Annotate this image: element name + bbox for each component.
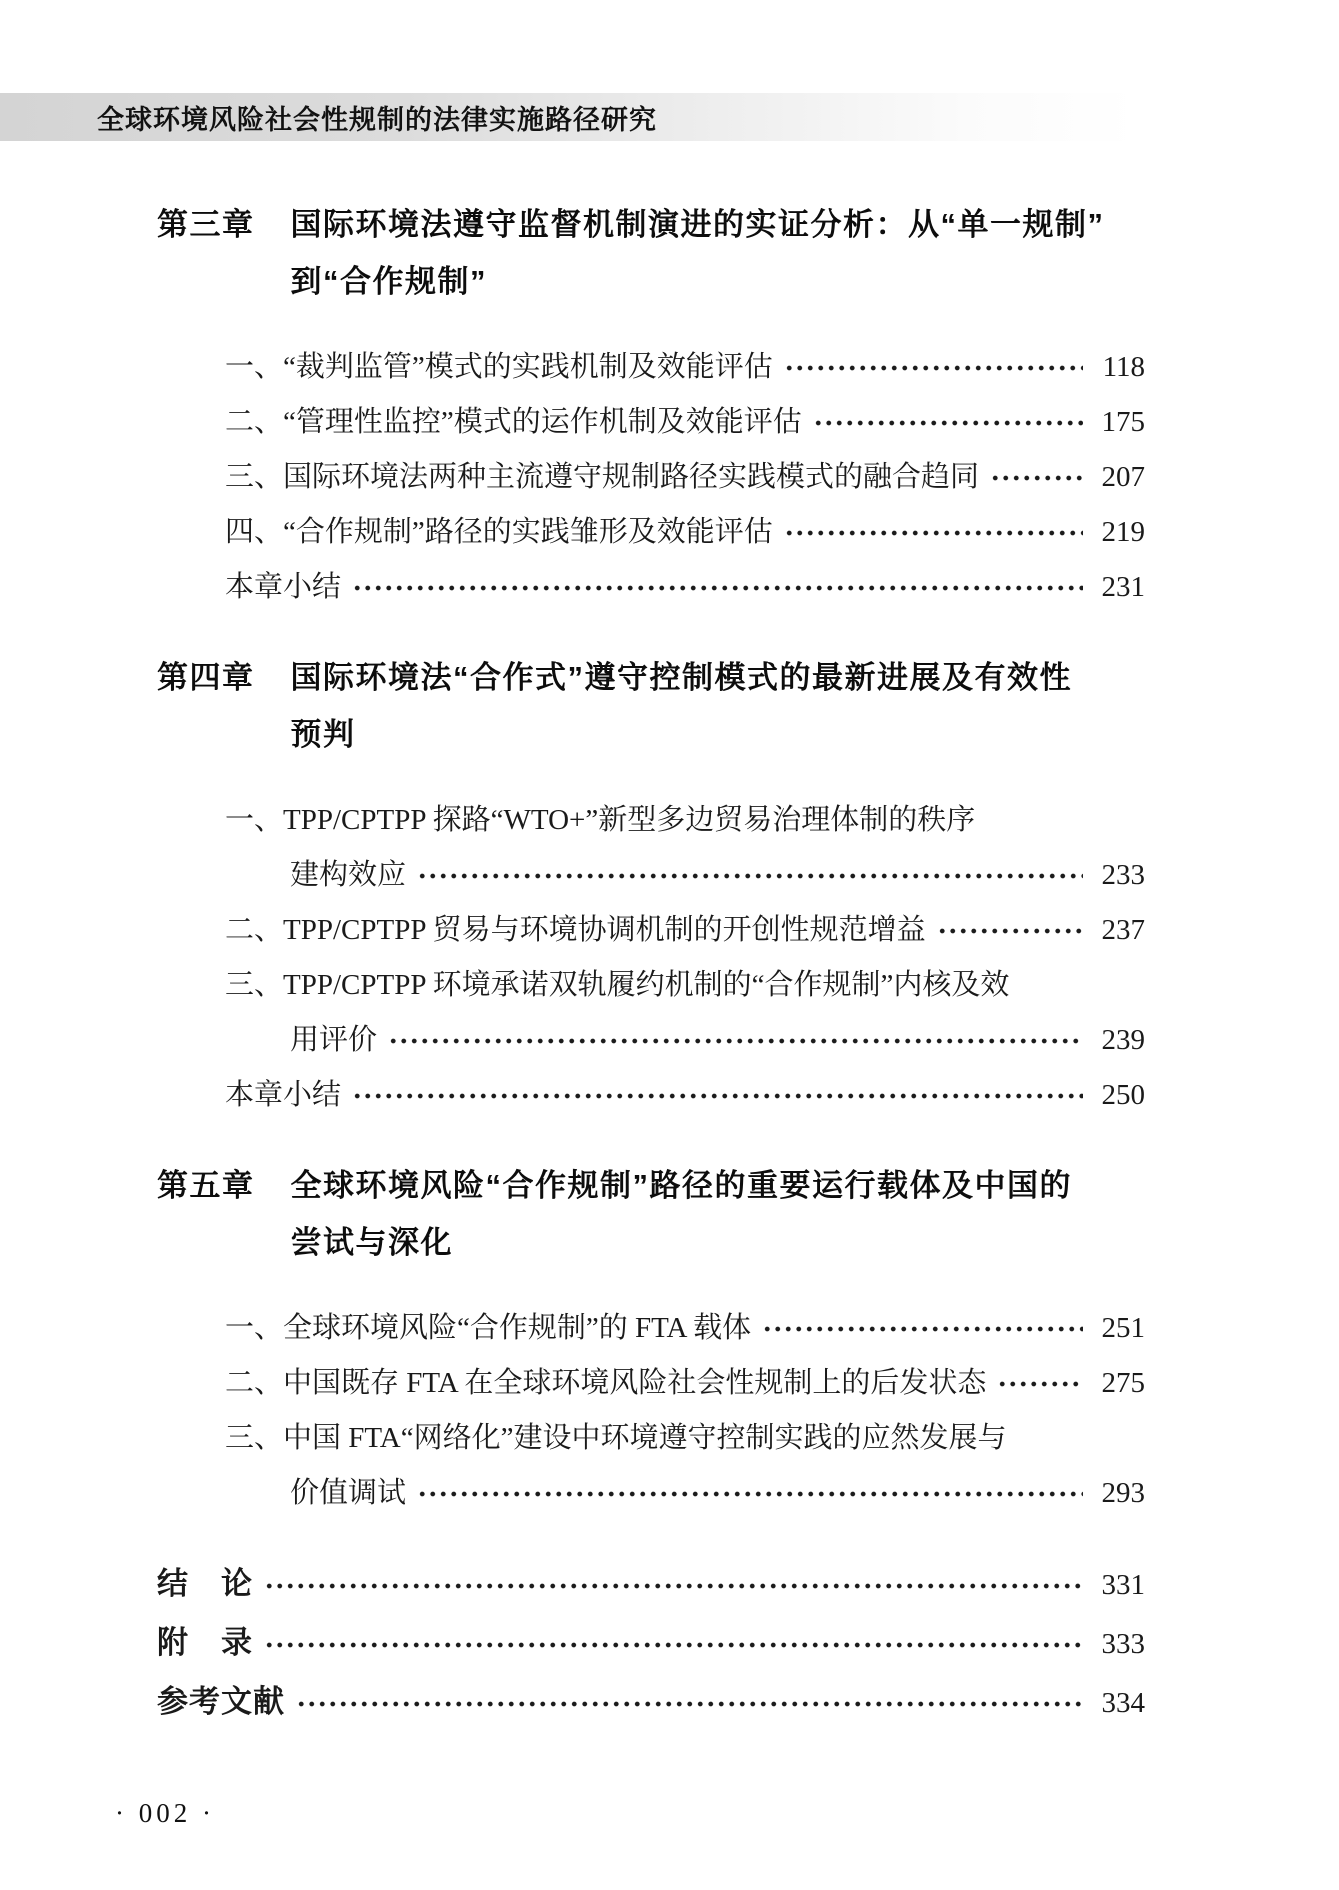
page-number: 334 xyxy=(1101,1687,1145,1719)
page-number: 275 xyxy=(1101,1367,1145,1399)
toc-entry xyxy=(225,395,1145,450)
toc-entry xyxy=(225,560,1145,615)
folio-page-number: · 002 · xyxy=(115,1798,215,1828)
dot-leader xyxy=(350,580,1083,596)
chapter-title-line: 尝试与深化 xyxy=(290,1225,453,1260)
dot-leader xyxy=(350,1088,1083,1104)
dot-leader xyxy=(935,923,1083,939)
toc-entry xyxy=(225,958,1145,1068)
toc-entry-text: 建构效应 xyxy=(290,859,407,891)
dot-leader xyxy=(262,1578,1083,1594)
chapter-title-line: 到“合作规制” xyxy=(290,264,487,299)
toc-entry xyxy=(225,1356,1145,1411)
chapter-title xyxy=(291,1157,1146,1271)
toc-entry-text: 一、TPP/CPTPP 探路“WTO+”新型多边贸易治理体制的秩序 xyxy=(225,804,976,836)
page-number: 175 xyxy=(1101,406,1145,438)
backmatter-title: 附 录 xyxy=(157,1625,253,1660)
toc-chapter-4 xyxy=(157,649,1145,1123)
dot-leader xyxy=(415,868,1083,884)
toc-entry-text: 一、“裁判监管”模式的实践机制及效能评估 xyxy=(225,351,773,383)
toc-entry xyxy=(225,903,1145,958)
dot-leader xyxy=(988,470,1083,486)
page-number: 333 xyxy=(1101,1628,1145,1660)
toc-chapter-3 xyxy=(157,196,1145,615)
toc-entry-text: 二、TPP/CPTPP 贸易与环境协调机制的开创性规范增益 xyxy=(225,914,926,946)
toc-backmatter-appendix xyxy=(157,1614,1145,1673)
chapter-heading xyxy=(157,196,1145,310)
dot-leader xyxy=(386,1033,1083,1049)
chapter-title-line: 国际环境法“合作式”遵守控制模式的最新进展及有效性 xyxy=(290,660,1072,695)
toc-backmatter-references xyxy=(157,1673,1145,1732)
dot-leader xyxy=(415,1486,1083,1502)
chapter-title-line: 全球环境风险“合作规制”路径的重要运行载体及中国的 xyxy=(290,1168,1072,1203)
chapter-entries xyxy=(225,793,1145,1123)
chapter-label: 第五章 xyxy=(157,1168,255,1203)
chapter-title-line: 国际环境法遵守监督机制演进的实证分析：从“单一规制” xyxy=(290,207,1105,242)
running-header-title: 全球环境风险社会性规制的法律实施路径研究 xyxy=(97,104,657,135)
chapter-heading xyxy=(157,649,1145,763)
dot-leader xyxy=(760,1321,1083,1337)
toc-entry-text: 四、“合作规制”路径的实践雏形及效能评估 xyxy=(225,516,773,548)
toc-entry-text: 价值调试 xyxy=(290,1477,407,1509)
chapter-title xyxy=(291,649,1146,763)
dot-leader xyxy=(782,525,1083,541)
dot-leader xyxy=(782,360,1083,376)
table-of-contents xyxy=(157,196,1145,1732)
toc-entry xyxy=(225,450,1145,505)
toc-entry xyxy=(225,1301,1145,1356)
toc-entry-text: 用评价 xyxy=(290,1024,378,1056)
chapter-heading xyxy=(157,1157,1145,1271)
dot-leader xyxy=(995,1376,1083,1392)
page-number: 239 xyxy=(1101,1024,1145,1056)
toc-back-matter xyxy=(157,1555,1145,1732)
chapter-label: 第三章 xyxy=(157,207,255,242)
toc-entry-text: 三、TPP/CPTPP 环境承诺双轨履约机制的“合作规制”内核及效 xyxy=(225,969,1010,1001)
page-number: 231 xyxy=(1101,571,1145,603)
toc-entry xyxy=(225,505,1145,560)
toc-entry-text: 二、中国既存 FTA 在全球环境风险社会性规制上的后发状态 xyxy=(225,1367,987,1399)
dot-leader xyxy=(262,1637,1083,1653)
backmatter-title: 结 论 xyxy=(157,1566,253,1601)
chapter-title xyxy=(291,196,1146,310)
page-number: 233 xyxy=(1101,859,1145,891)
toc-entry-text: 三、中国 FTA“网络化”建设中环境遵守控制实践的应然发展与 xyxy=(225,1422,1007,1454)
toc-entry xyxy=(225,340,1145,395)
toc-entry-text: 本章小结 xyxy=(225,1079,342,1111)
toc-entry-text: 二、“管理性监控”模式的运作机制及效能评估 xyxy=(225,406,802,438)
page-number: 331 xyxy=(1101,1569,1145,1601)
toc-entry-text: 本章小结 xyxy=(225,571,342,603)
toc-entry xyxy=(225,1068,1145,1123)
page-number: 219 xyxy=(1101,516,1145,548)
chapter-entries xyxy=(225,1301,1145,1521)
running-header-bar xyxy=(0,93,1339,141)
dot-leader xyxy=(811,415,1083,431)
chapter-label: 第四章 xyxy=(157,660,255,695)
toc-entry xyxy=(225,793,1145,903)
chapter-entries xyxy=(225,340,1145,615)
toc-entry-text: 三、国际环境法两种主流遵守规制路径实践模式的融合趋同 xyxy=(225,461,980,493)
chapter-title-line: 预判 xyxy=(290,717,356,752)
page-number: 118 xyxy=(1102,351,1145,383)
page-number: 293 xyxy=(1101,1477,1145,1509)
dot-leader xyxy=(294,1696,1083,1712)
toc-entry xyxy=(225,1411,1145,1521)
page-number: 207 xyxy=(1101,461,1145,493)
page-number: 251 xyxy=(1101,1312,1145,1344)
toc-chapter-5 xyxy=(157,1157,1145,1521)
toc-entry-text: 一、全球环境风险“合作规制”的 FTA 载体 xyxy=(225,1312,752,1344)
page-number: 237 xyxy=(1101,914,1145,946)
backmatter-title: 参考文献 xyxy=(157,1684,285,1719)
page-number: 250 xyxy=(1101,1079,1145,1111)
toc-backmatter-conclusion xyxy=(157,1555,1145,1614)
